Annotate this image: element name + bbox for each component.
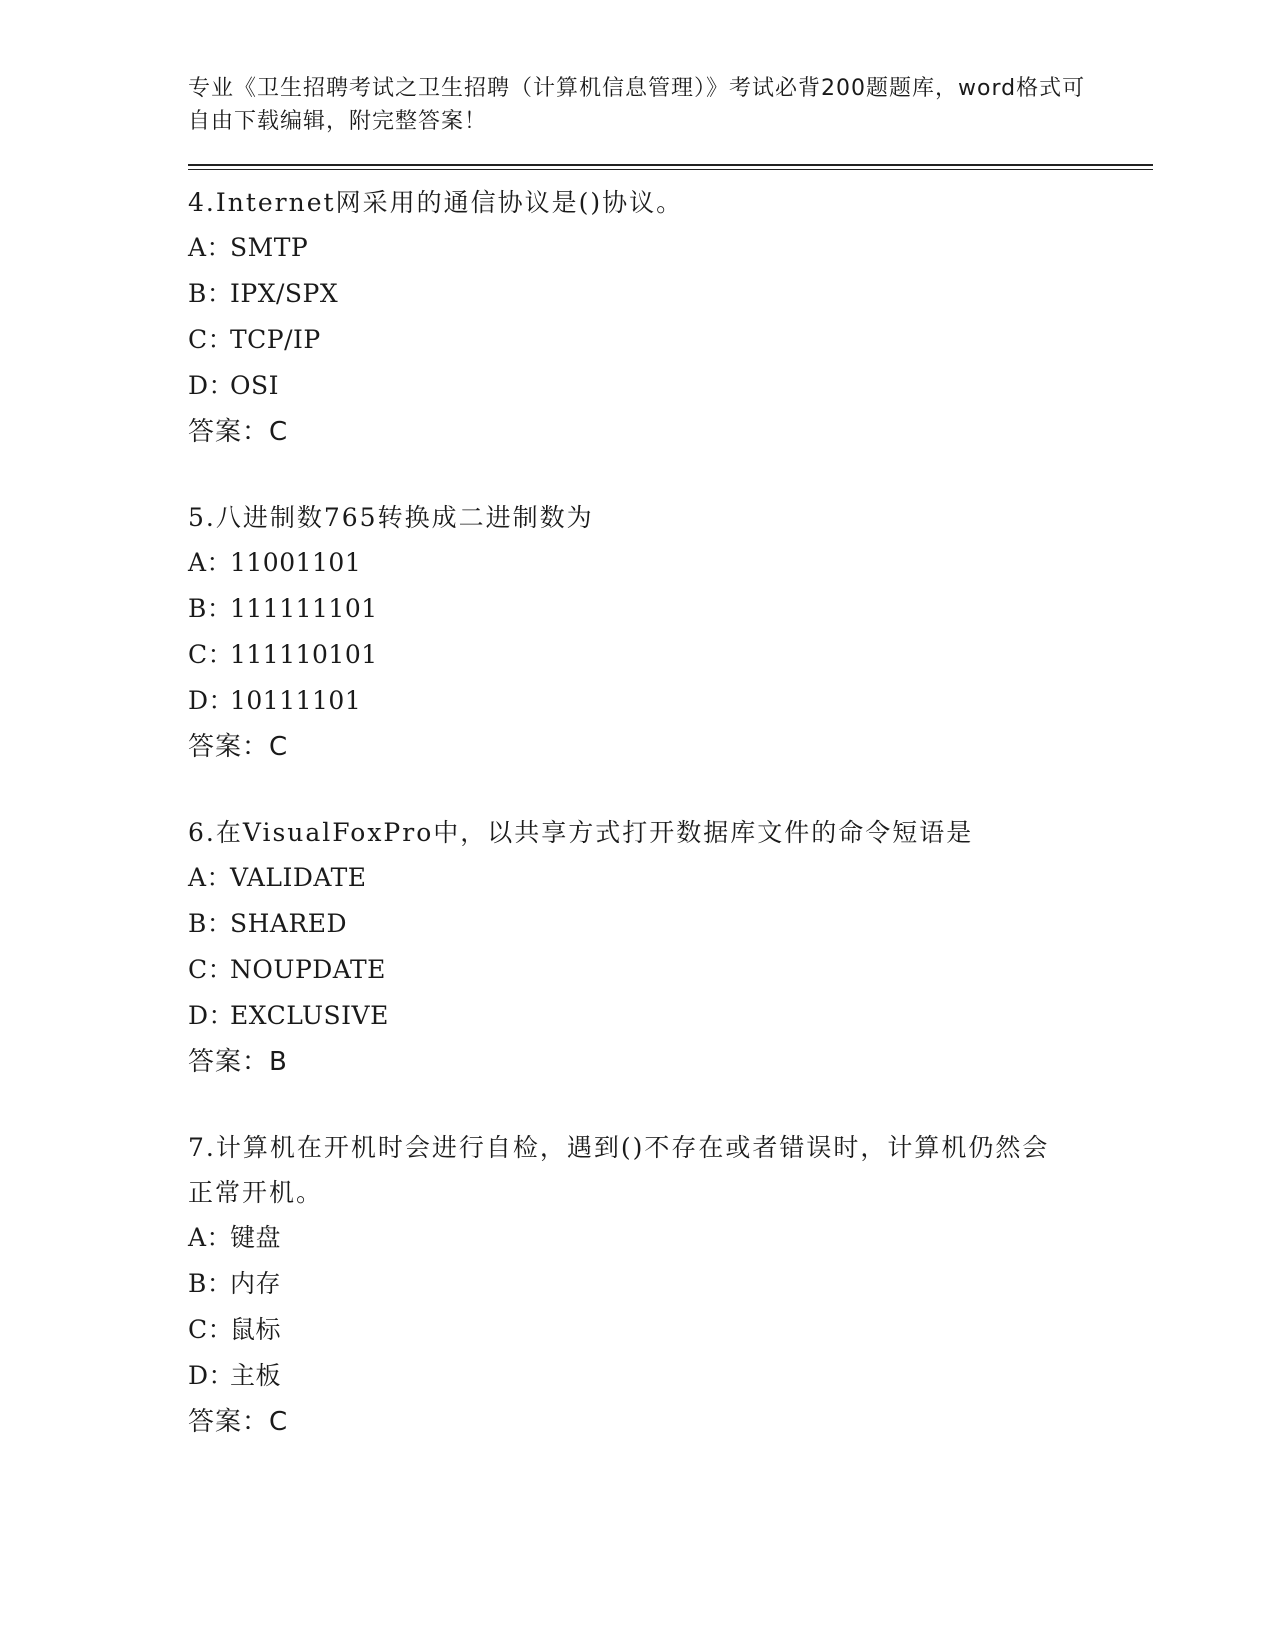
- option-c: [188, 1307, 1153, 1353]
- option-text: SHARED: [230, 909, 348, 938]
- question-stem: 5.八进制数765转换成二进制数为: [188, 503, 594, 532]
- option-text: IPX/SPX: [230, 279, 339, 308]
- option-key: A：: [188, 1223, 233, 1252]
- option-key: D：: [188, 686, 235, 715]
- option-text: EXCLUSIVE: [230, 1001, 389, 1030]
- document-header: 专业《卫生招聘考试之卫生招聘（计算机信息管理）》考试必背200题题库，word格式可自由下载编辑，附完整答案！: [188, 76, 1086, 134]
- question-4: [188, 180, 1153, 455]
- option-text: 11001101: [230, 548, 362, 577]
- question-5: [188, 495, 1153, 770]
- option-text: 主板: [230, 1361, 282, 1390]
- option-text: OSI: [230, 371, 279, 400]
- option-b: [188, 271, 1153, 317]
- option-key: D：: [188, 1361, 235, 1390]
- option-text: 111111101: [230, 594, 378, 623]
- option-d: [188, 363, 1153, 409]
- question-stem: 6.在VisualFoxPro中，以共享方式打开数据库文件的命令短语是: [188, 818, 974, 847]
- option-d: [188, 1353, 1153, 1399]
- option-key: C：: [188, 1315, 234, 1344]
- option-c: [188, 632, 1153, 678]
- option-a: [188, 1215, 1153, 1261]
- option-text: 111110101: [230, 640, 378, 669]
- option-text: VALIDATE: [230, 863, 367, 892]
- question-6: [188, 810, 1153, 1085]
- question-stem: 4.Internet网采用的通信协议是()协议。: [188, 188, 684, 217]
- option-d: [188, 678, 1153, 724]
- document-page: [188, 72, 1153, 1445]
- question-7: [188, 1125, 1153, 1445]
- option-key: C：: [188, 325, 234, 354]
- option-c: [188, 317, 1153, 363]
- option-key: B：: [188, 594, 233, 623]
- option-a: [188, 855, 1153, 901]
- option-key: C：: [188, 955, 234, 984]
- option-text: NOUPDATE: [230, 955, 386, 984]
- header-divider: [188, 164, 1153, 170]
- option-a: [188, 225, 1153, 271]
- option-key: D：: [188, 1001, 235, 1030]
- option-b: [188, 586, 1153, 632]
- option-text: TCP/IP: [230, 325, 321, 354]
- option-key: C：: [188, 640, 234, 669]
- answer-line: 答案：C: [188, 1407, 289, 1437]
- option-a: [188, 540, 1153, 586]
- option-key: A：: [188, 233, 233, 262]
- question-stem: 7.计算机在开机时会进行自检，遇到()不存在或者错误时，计算机仍然会正常开机。: [188, 1133, 1050, 1207]
- option-key: B：: [188, 1269, 233, 1298]
- answer-line: 答案：C: [188, 417, 289, 447]
- option-text: 内存: [230, 1269, 282, 1298]
- option-text: 键盘: [230, 1223, 282, 1252]
- option-b: [188, 901, 1153, 947]
- option-key: A：: [188, 548, 233, 577]
- option-c: [188, 947, 1153, 993]
- option-text: SMTP: [230, 233, 309, 262]
- option-b: [188, 1261, 1153, 1307]
- option-key: B：: [188, 909, 233, 938]
- option-key: D：: [188, 371, 235, 400]
- option-text: 鼠标: [230, 1315, 282, 1344]
- option-key: A：: [188, 863, 233, 892]
- answer-line: 答案：C: [188, 732, 289, 762]
- option-d: [188, 993, 1153, 1039]
- answer-line: 答案：B: [188, 1047, 288, 1077]
- option-key: B：: [188, 279, 233, 308]
- option-text: 10111101: [230, 686, 362, 715]
